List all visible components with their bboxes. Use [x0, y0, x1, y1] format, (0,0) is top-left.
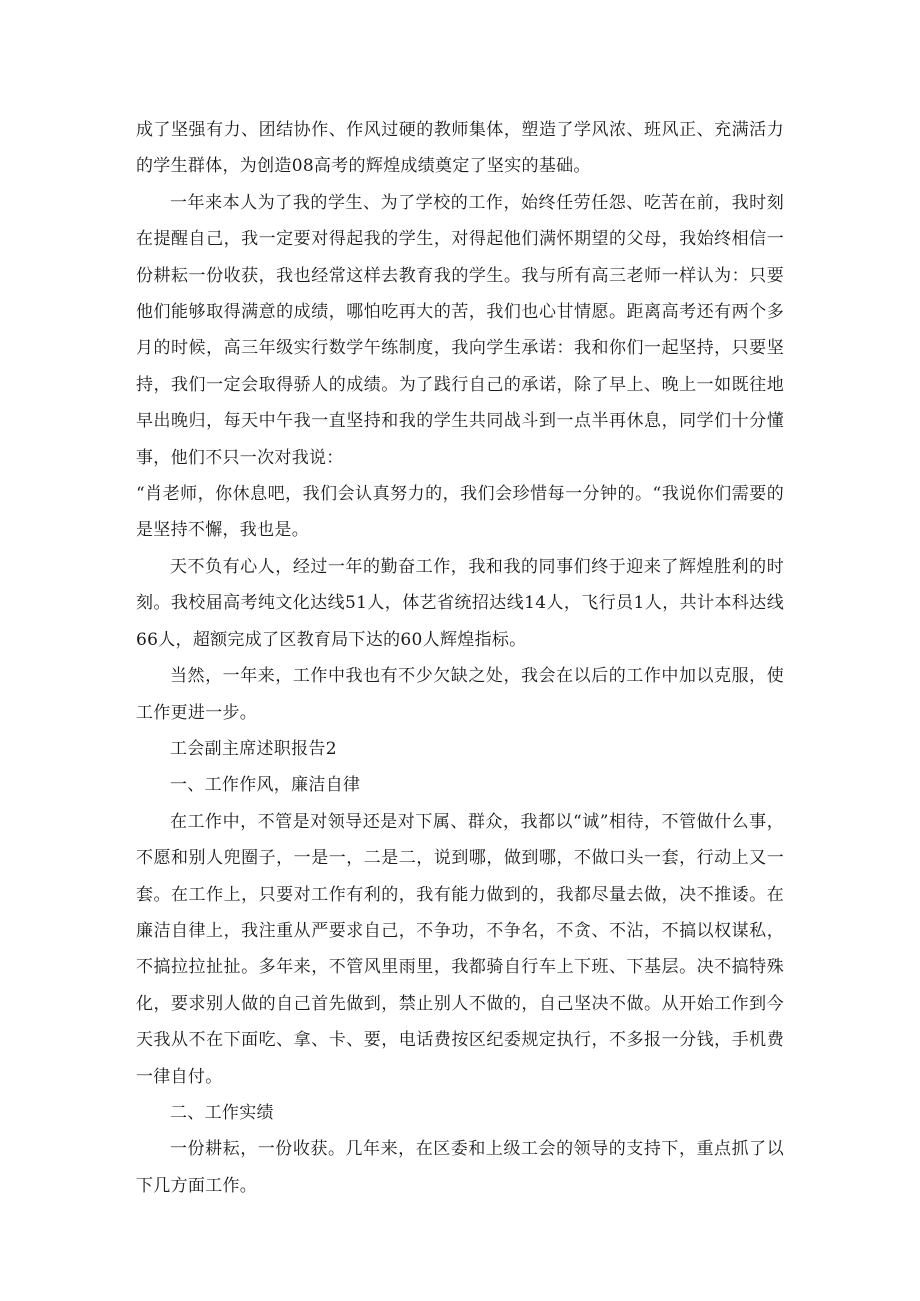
document-body	[136, 112, 784, 1204]
paragraph-2: 一年来本人为了我的学生、为了学校的工作，始终任劳任怨、吃苦在前，我时刻在提醒自己，我一定要对得起我的学生，对得起他们满怀期望的父母，我始终相信一份耕耘一份收获，我也经常这样去教育我的学生。我与所有高三老师一样认为：只要他们能够取得满意的成绩，哪怕吃再大的苦，我们也心甘情愿。距离高考还有两个多月的时候，高三年级实行数学午练制度，我向学生承诺：我和你们一起坚持，只要坚持，我们一定会取得骄人的成绩。为了践行自己的承诺，除了早上、晚上一如既往地早出晚归，每天中午我一直坚持和我的学生共同战斗到一点半再休息，同学们十分懂事，他们不只一次对我说：	[136, 192, 784, 468]
paragraph-1: 成了坚强有力、团结协作、作风过硬的教师集体，塑造了学风浓、班风正、充满活力的学生群体，为创造08高考的辉煌成绩奠定了坚实的基础。	[136, 120, 784, 177]
paragraph-3-quote: “肖老师，你休息吧，我们会认真努力的，我们会珍惜每一分钟的。“我说你们需要的是坚持不懈，我也是。	[136, 484, 784, 541]
subheading-2: 二、工作实绩	[170, 1102, 274, 1123]
paragraph-5: 当然，一年来，工作中我也有不少欠缺之处，我会在以后的工作中加以克服，使工作更进一步。	[136, 666, 784, 723]
paragraph-6: 在工作中，不管是对领导还是对下属、群众，我都以“诚”相待，不管做什么事，不愿和别人兜圈子，一是一，二是二，说到哪，做到哪，不做口头一套，行动上又一套。在工作上，只要对工作有利的，我有能力做到的，我都尽量去做，决不推诿。在廉洁自律上，我注重从严要求自己，不争功，不争名，不贪、不沾，不搞以权谋私，不搞拉拉扯扯。多年来，不管风里雨里，我都骑自行车上下班、下基层。决不搞特殊化，要求别人做的自己首先做到，禁止别人不做的，自己坚决不做。从开始工作到今天我从不在下面吃、拿、卡、要，电话费按区纪委规定执行，不多报一分钱，手机费一律自付。	[136, 811, 784, 1087]
subheading-1: 一、工作作风，廉洁自律	[170, 775, 361, 796]
section-title: 工会副主席述职报告2	[170, 738, 337, 759]
paragraph-4: 天不负有心人，经过一年的勤奋工作，我和我的同事们终于迎来了辉煌胜利的时刻。我校届高考纯文化达线51人，体艺省统招达线14人，飞行员1人，共计本科达线66人，超额完成了区教育局下达的60人辉煌指标。	[136, 556, 784, 650]
paragraph-7: 一份耕耘，一份收获。几年来，在区委和上级工会的领导的支持下，重点抓了以下几方面工作。	[136, 1139, 784, 1196]
